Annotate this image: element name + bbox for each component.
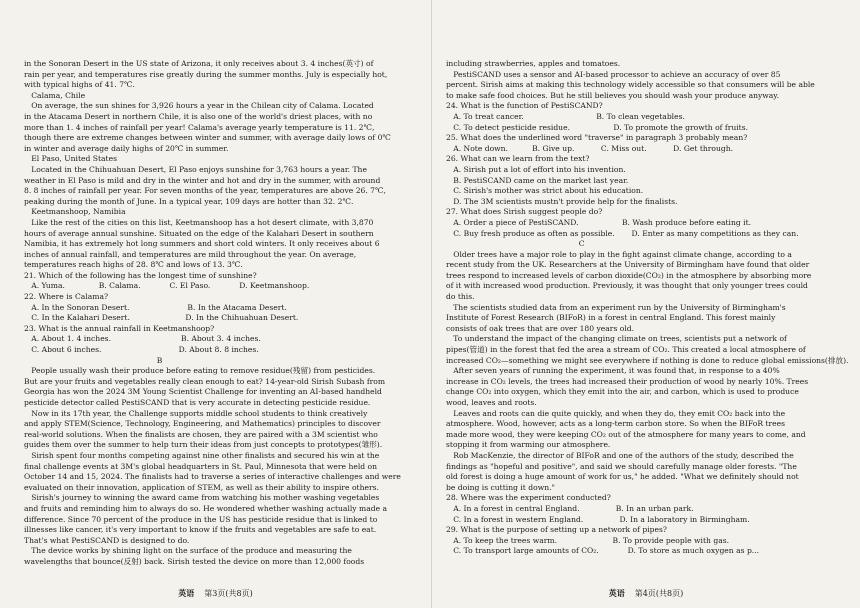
text-line: The device works by shining light on the surface of the produce and measuring the bbox=[24, 546, 352, 556]
text-line: Now in its 17th year, the Challenge supports middle school students to think creatively bbox=[24, 408, 368, 418]
text-line: consists of oak trees that are over 180 years old. bbox=[446, 323, 635, 333]
text-line: real-world solutions. When the finalists are chosen, they are paired with a 3M scientist who bbox=[24, 429, 378, 439]
text-line: A. About 1. 4 inches. B. About 3. 4 inches. bbox=[24, 334, 261, 344]
text-line: weather in El Paso is mild and dry in the winter and hot and dry in the summer, with around bbox=[24, 175, 381, 185]
text-line: To understand the impact of the changing climate on trees, scientists put a network of bbox=[446, 334, 787, 344]
text-line: C. About 6 inches. D. About 8. 8 inches. bbox=[24, 345, 259, 355]
text-line: B bbox=[24, 355, 163, 365]
text-line: A. In the Sonoran Desert. B. In the Atacama Desert. bbox=[24, 302, 287, 312]
text-line: guides them over the summer to help turn their ideas from just concepts to prototypes(雏形). bbox=[24, 440, 383, 450]
text-line: 25. What does the underlined word "traverse" in paragraph 3 probably mean? bbox=[446, 133, 748, 143]
text-line: increase in CO₂ levels, the trees had increased their production of wood by nearly 10%. Trees bbox=[446, 376, 809, 386]
text-line: in the Sonoran Desert in the US state of Arizona, it only receives about 3. 4 inches(英寸) of bbox=[24, 59, 374, 68]
text-line: A. In a forest in central England. B. In an urban park. bbox=[446, 503, 694, 513]
text-line: final challenge events at 3M's global headquarters in St. Paul, Minnesota that were held on bbox=[24, 461, 378, 471]
text-line: in winter and average daily highs of 20℃ in summer. bbox=[24, 143, 229, 153]
text-line: and apply STEM(Science, Technology, Engineering, and Mathematics) principles to discover bbox=[24, 419, 381, 429]
text-line: C. Buy fresh produce as often as possible. D. Enter as many competitions as they can. bbox=[446, 228, 799, 238]
text-line: El Paso, United States bbox=[24, 154, 117, 164]
text-line: including strawberries, apples and tomatoes. bbox=[446, 59, 621, 68]
text-line: though there are extreme changes between winter and summer, with average daily lows of 0℃ bbox=[24, 133, 391, 143]
text-line: A. To keep the trees warm. B. To provide people with gas. bbox=[446, 535, 730, 545]
text-line: C bbox=[446, 239, 585, 249]
text-line: On average, the sun shines for 3,926 hours a year in the Chilean city of Calama. Located bbox=[24, 101, 374, 111]
text-line: rain per year, and temperatures rise greatly during the summer months. July is especially hot, bbox=[24, 69, 388, 79]
text-line: evaluated on their innovation, application of STEM, as well as their ability to inspire others. bbox=[24, 482, 379, 492]
text-line: A. Note down. B. Give up. C. Miss out. D. Get through. bbox=[446, 143, 734, 153]
text-line: inches of annual rainfall, and temperatures are mild throughout the year. On average, bbox=[24, 249, 357, 259]
text-line: C. In a forest in western England. D. In a laboratory in Birmingham. bbox=[446, 514, 750, 524]
text-line: 26. What can we learn from the text? bbox=[446, 154, 590, 164]
text-line: But are your fruits and vegetables really clean enough to eat? 14-year-old Sirish Subash from bbox=[24, 376, 386, 386]
text-line: Leaves and roots can die quite quickly, and when they do, they emit CO₂ back into the bbox=[446, 408, 786, 418]
text-line: A. Yuma. B. Calama. C. El Paso. D. Keetmanshoop. bbox=[24, 281, 310, 291]
text-line: in the Atacama Desert in northern Chile, it is also one of the world's driest places, with no bbox=[24, 111, 373, 121]
footer-page-number: 第4页(共8页) bbox=[634, 589, 684, 599]
text-line: 28. Where was the experiment conducted? bbox=[446, 493, 611, 503]
text-line: more than 1. 4 inches of rainfall per year! Calama's average yearly temperature is 11. 2℃, bbox=[24, 122, 375, 132]
text-line: Keetmanshoop, Namibia bbox=[24, 207, 126, 217]
text-line: Georgia has won the 2024 3M Young Scientist Challenge for inventing an AI-based handheld bbox=[24, 387, 382, 397]
page-body-text bbox=[446, 59, 849, 557]
text-line: wavelengths that bounce(反射) back. Sirish tested the device on more than 12,000 foods bbox=[24, 556, 365, 566]
text-line: of it with increased wood production. Previously, it was thought that only younger trees could bbox=[446, 281, 808, 291]
text-line: Institute of Forest Research (BIFoR) in a forest in central England. This forest mainly bbox=[446, 313, 776, 323]
text-line: made more wood, they were keeping CO₂ out of the atmosphere for many years to come, and bbox=[446, 429, 806, 439]
text-line: temperatures reach highs of 28. 8℃ and lows of 13. 3℃. bbox=[24, 260, 243, 270]
text-line: 8. 8 inches of rainfall per year. For seven months of the year, temperatures are above 26. 7℃, bbox=[24, 186, 386, 196]
text-line: 23. What is the annual rainfall in Keetmanshoop? bbox=[24, 323, 215, 333]
text-line: wood, leaves and roots. bbox=[446, 398, 537, 407]
text-line: C. In the Kalahari Desert. D. In the Chihuahuan Desert. bbox=[24, 313, 299, 323]
text-line: atmosphere. Wood, however, acts as a long-term carbon store. So when the BIFoR trees bbox=[446, 419, 786, 429]
text-line: A. Sirish put a lot of effort into his invention. bbox=[446, 164, 626, 174]
footer-subject: 英语 bbox=[178, 588, 195, 599]
text-line: increased CO₂—something we might see everywhere if nothing is done to reduce global emissions(排放). bbox=[446, 355, 849, 365]
exam-page-right bbox=[431, 0, 860, 608]
text-line: B. PestiSCAND came on the market last year. bbox=[446, 175, 629, 185]
text-line: 27. What does Sirish suggest people do? bbox=[446, 207, 603, 217]
text-line: Like the rest of the cities on this list, Keetmanshoop has a hot desert climate, with 3,870 bbox=[24, 217, 374, 227]
text-line: People usually wash their produce before eating to remove residue(残留) from pesticides. bbox=[24, 366, 376, 376]
page-footer bbox=[432, 588, 860, 600]
text-line: October 14 and 15, 2024. The finalists had to traverse a series of interactive challenges and were bbox=[24, 472, 401, 482]
text-line: illnesses like cancer, it's very important to know if the fruits and vegetables are safe to eat. bbox=[24, 525, 377, 535]
text-line: old forest is doing a huge amount of work for us," he added. "What we definitely should not bbox=[446, 472, 799, 482]
text-line: Older trees have a major role to play in the fight against climate change, according to a bbox=[446, 249, 792, 259]
text-line: percent. Sirish aims at making this technology widely accessible so that consumers will be able bbox=[446, 80, 815, 90]
text-line: Rob MacKenzie, the director of BIFoR and one of the authors of the study, described the bbox=[446, 450, 794, 460]
text-line: After seven years of running the experiment, it was found that, in response to a 40% bbox=[446, 366, 780, 376]
footer-subject: 英语 bbox=[608, 588, 625, 599]
text-line: pesticide detector called PestiSCAND that is very accurate in detecting pesticide residue. bbox=[24, 398, 371, 407]
text-line: 22. Where is Calama? bbox=[24, 292, 109, 302]
text-line: D. The 3M scientists mustn't provide help for the finalists. bbox=[446, 196, 678, 206]
text-line: difference. Since 70 percent of the produce in the US has pesticide residue that is linked to bbox=[24, 514, 378, 524]
text-line: 24. What is the function of PestiSCAND? bbox=[446, 101, 603, 111]
page-footer bbox=[0, 588, 431, 600]
text-line: pipes(管道) in the forest that fed the area a stream of CO₂. This created a local atmosphere of bbox=[446, 345, 806, 355]
text-line: be doing is cutting it down." bbox=[446, 482, 556, 492]
text-line: Namibia, it has extremely hot long summers and short cold winters. It only receives about 6 bbox=[24, 239, 380, 249]
text-line: 29. What is the purpose of setting up a network of pipes? bbox=[446, 525, 667, 535]
text-line: 21. Which of the following has the longest time of sunshine? bbox=[24, 270, 257, 280]
text-line: and fruits and reminding him to always do so. He wondered whether washing actually made a bbox=[24, 503, 388, 513]
text-line: C. To detect pesticide residue. D. To promote the growth of fruits. bbox=[446, 122, 749, 132]
text-line: C. To transport large amounts of CO₂. D. To store as much oxygen as p... bbox=[446, 546, 760, 556]
text-line: change CO₂ into oxygen, which they emit into the air, and carbon, which is used to produce bbox=[446, 387, 799, 397]
text-line: trees respond to increased levels of carbon dioxide(CO₂) in the atmosphere by absorbing more bbox=[446, 270, 812, 280]
text-line: Sirish's journey to winning the award came from watching his mother washing vegetables bbox=[24, 493, 380, 503]
footer-page-number: 第3页(共8页) bbox=[204, 589, 253, 599]
text-line: A. Order a piece of PestiSCAND. B. Wash produce before eating it. bbox=[446, 217, 752, 227]
text-line: to make safe food choices. But he still believes you should wash your produce anyway. bbox=[446, 90, 779, 100]
text-line: do this. bbox=[446, 292, 475, 302]
text-line: recent study from the UK. Researchers at the University of Birmingham have found that older bbox=[446, 260, 810, 270]
text-line: with typical highs of 41. 7℃. bbox=[24, 80, 135, 90]
text-line: stopping it from warming our atmosphere. bbox=[446, 440, 611, 450]
text-line: Calama, Chile bbox=[24, 90, 86, 100]
text-line: Sirish spent four months competing against nine other finalists and secured his win at the bbox=[24, 450, 380, 460]
text-line: That's what PestiSCAND is designed to do. bbox=[24, 535, 190, 545]
page-body-text bbox=[24, 59, 421, 568]
text-line: hours of average annual sunshine. Situated on the edge of the Kalahari Desert in southern bbox=[24, 228, 374, 238]
text-line: peaking during the month of June. In a typical year, 109 days are hotter than 32. 2℃. bbox=[24, 196, 354, 206]
text-line: Located in the Chihuahuan Desert, El Paso enjoys sunshine for 3,763 hours a year. The bbox=[24, 164, 367, 174]
text-line: PestiSCAND uses a sensor and AI-based processor to achieve an accuracy of over 85 bbox=[446, 69, 781, 79]
text-line: C. Sirish's mother was strict about his education. bbox=[446, 186, 644, 196]
text-line: A. To treat cancer. B. To clean vegetables. bbox=[446, 111, 685, 121]
text-line: findings as "hopeful and positive", and said we should carefully manage older forests. "The bbox=[446, 461, 797, 471]
text-line: The scientists studied data from an experiment run by the University of Birmingham's bbox=[446, 302, 786, 312]
